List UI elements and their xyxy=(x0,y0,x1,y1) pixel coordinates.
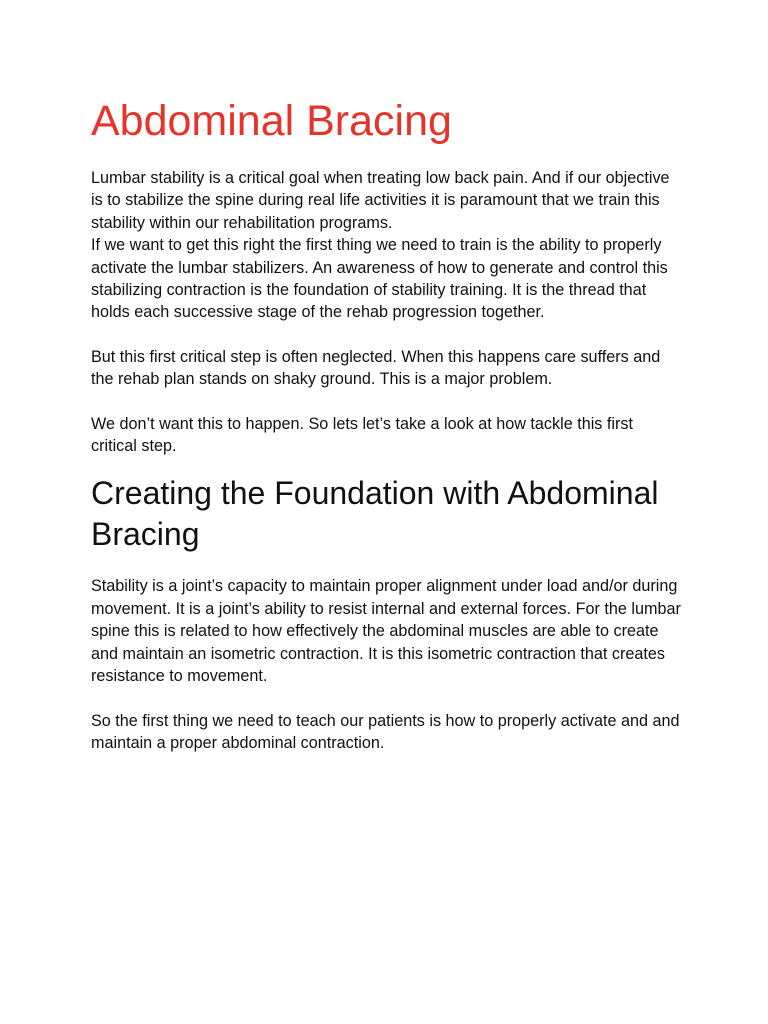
paragraph-intro: Lumbar stability is a critical goal when treating low back pain. And if our objective is to stabilize the spine during real life activities it is paramount that we train this stability within our rehabilitation programs. xyxy=(91,169,670,232)
page-title: Abdominal Bracing xyxy=(91,97,452,145)
paragraph-stability: Stability is a joint’s capacity to maintain proper alignment under load and/or during movement. It is a joint’s ability to resist internal and external forces. For the lumbar spine this is related to how effectively the abdominal muscles are able to create and maintain an isometric contraction. It is this isometric contraction that creates resistance to movement. xyxy=(91,577,681,686)
paragraph-look: We don’t want this to happen. So lets let’s take a look at how tackle this first critical step. xyxy=(91,414,633,456)
paragraph-spacer xyxy=(91,688,681,710)
paragraph-neglected: But this first critical step is often neglected. When this happens care suffers and the rehab plan stands on shaky ground. This is a major problem. xyxy=(91,347,661,389)
paragraph-spacer xyxy=(91,391,681,413)
section-heading: Creating the Foundation with Abdominal Bracing xyxy=(91,475,659,553)
paragraph-spacer xyxy=(91,324,681,346)
document-body xyxy=(91,95,681,754)
paragraph-activation: If we want to get this right the first thing we need to train is the ability to properly activate the lumbar stabilizers. An awareness of how to generate and control this stabilizing contraction is the foundation of stability training. It is the thread that holds each successive stage of the rehab progression together. xyxy=(91,236,668,322)
paragraph-teach: So the first thing we need to teach our patients is how to properly activate and and maintain a proper abdominal contraction. xyxy=(91,711,680,752)
